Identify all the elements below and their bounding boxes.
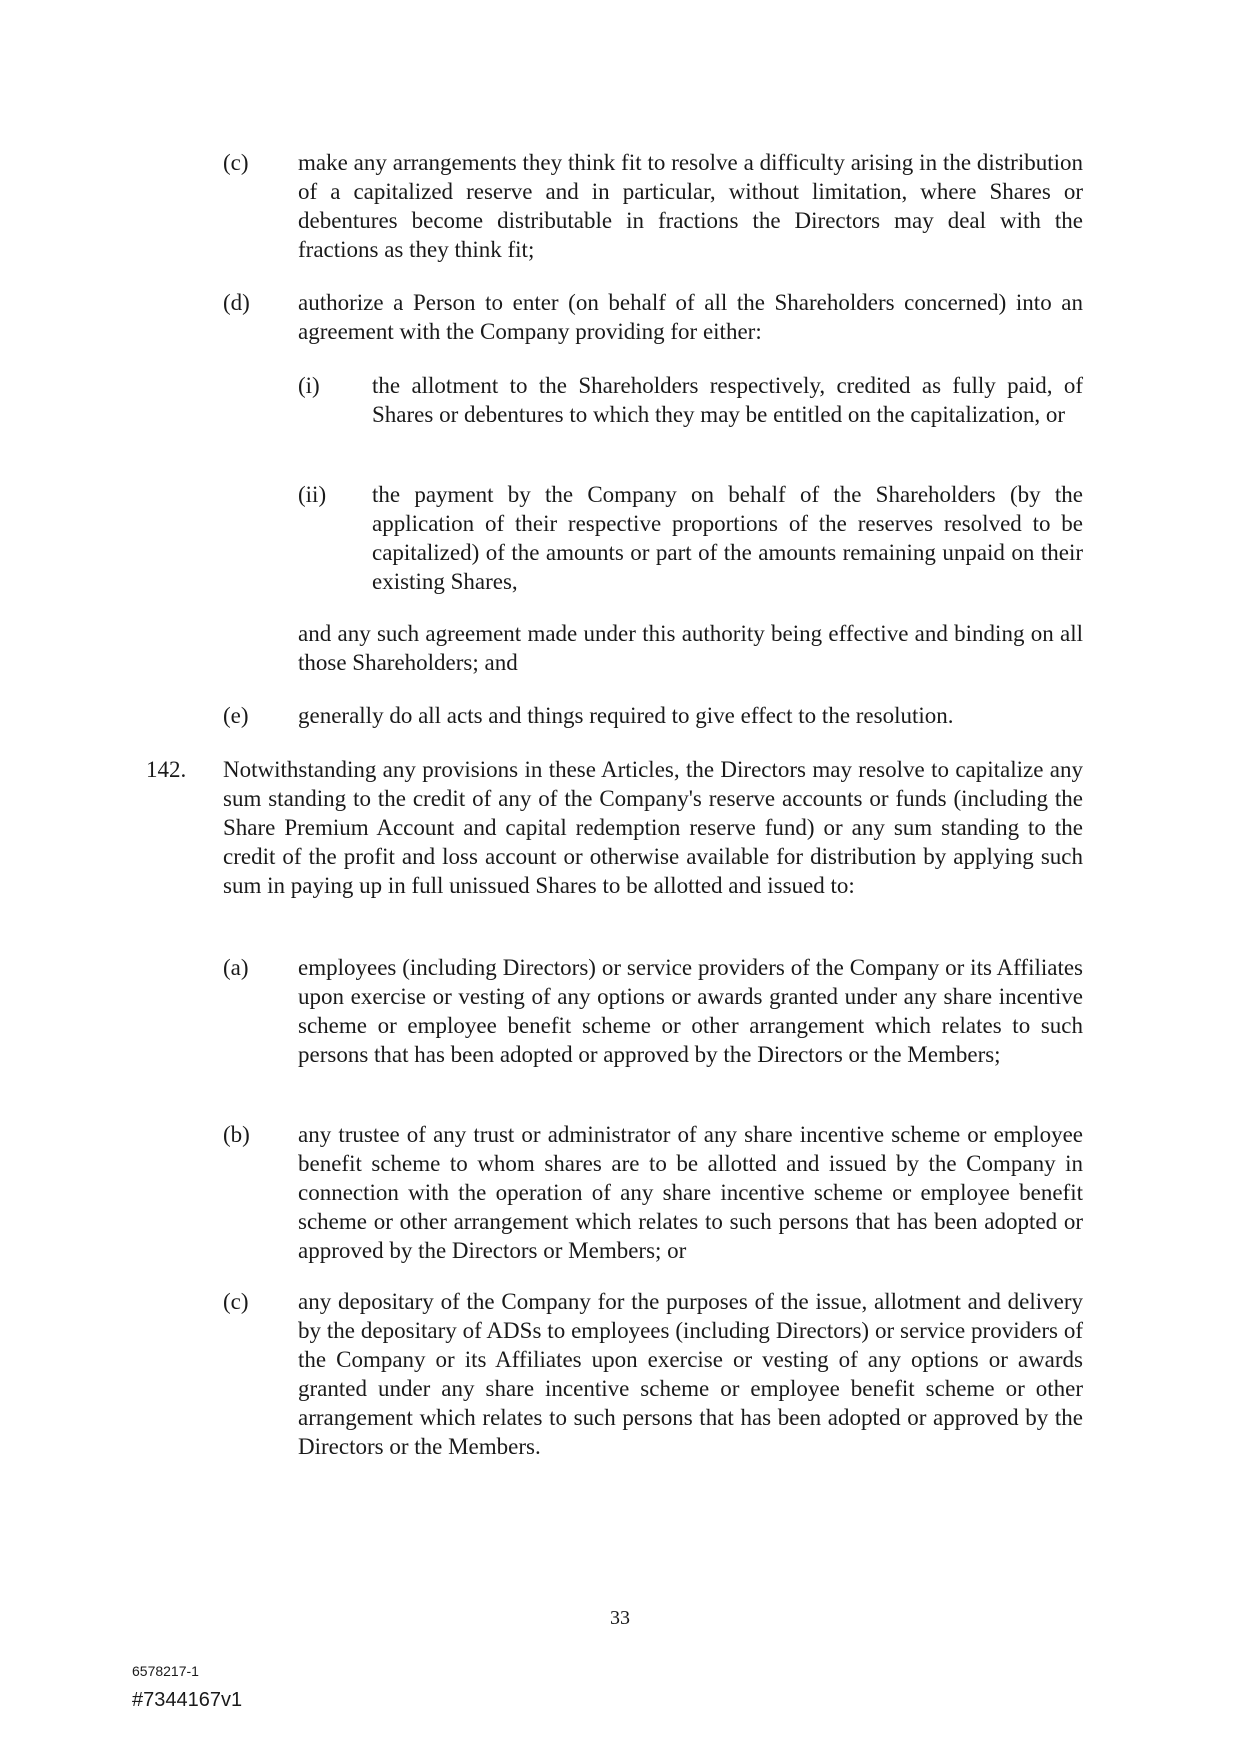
item-text: generally do all acts and things required to give effect to the resolution. <box>298 703 954 728</box>
article-number: 142. <box>146 757 187 782</box>
item-text: employees (including Directors) or service providers of the Company or its Affiliates upon exercise or vesting of any options or awards granted under any share incentive scheme or employee benefit scheme or other arrangement which relates to such persons that has been adopted or approved by the Directors or the Members; <box>298 955 1083 1067</box>
subitem-text: the allotment to the Shareholders respectively, credited as fully paid, of Shares or debentures to which they may be entitled on the capitalization, or <box>372 373 1083 427</box>
item-label: (d) <box>223 290 250 315</box>
item-label: (c) <box>223 150 249 175</box>
subitem-text: the payment by the Company on behalf of the Shareholders (by the application of their respective proportions of the reserves resolved to be capitalized) of the amounts or part of the amounts remaining unpaid on their existing Shares, <box>372 482 1083 594</box>
item-text: make any arrangements they think fit to resolve a difficulty arising in the distribution of a capitalized reserve and in particular, without limitation, where Shares or debentures become distributable in fractions the Directors may deal with the fractions as they think fit; <box>298 150 1083 262</box>
subitem-label: (i) <box>298 373 320 398</box>
item-label: (a) <box>223 955 249 980</box>
page-number: 33 <box>610 1607 630 1629</box>
article-text: Notwithstanding any provisions in these Articles, the Directors may resolve to capitalize any sum standing to the credit of any of the Company's reserve accounts or funds (including the Share Premium Account and capital redemption reserve fund) or any sum standing to the credit of the profit and loss account or otherwise available for distribution by applying such sum in paying up in full unissued Shares to be allotted and issued to: <box>223 757 1083 898</box>
item-label: (e) <box>223 703 249 728</box>
document-version: #7344167v1 <box>132 1689 243 1711</box>
item-text: authorize a Person to enter (on behalf of all the Shareholders concerned) into an agreement with the Company providing for either: <box>298 290 1083 344</box>
item-text: any trustee of any trust or administrator of any share incentive scheme or employee benefit scheme to whom shares are to be allotted and issued by the Company in connection with the operation of any share incentive scheme or employee benefit scheme or other arrangement which relates to such persons that has been adopted or approved by the Directors or Members; or <box>298 1122 1083 1263</box>
document-reference: 6578217-1 <box>132 1663 199 1679</box>
subitem-label: (ii) <box>298 482 327 507</box>
item-label: (b) <box>223 1122 250 1147</box>
item-text: any depositary of the Company for the purposes of the issue, allotment and delivery by the depositary of ADSs to employees (including Directors) or service providers of the Company or its Affiliates upon exercise or vesting of any options or awards granted under any share incentive scheme or employee benefit scheme or other arrangement which relates to such persons that has been adopted or approved by the Directors or the Members. <box>298 1289 1083 1459</box>
item-label: (c) <box>223 1289 249 1314</box>
item-continuation-text: and any such agreement made under this authority being effective and binding on all those Shareholders; and <box>298 621 1083 675</box>
